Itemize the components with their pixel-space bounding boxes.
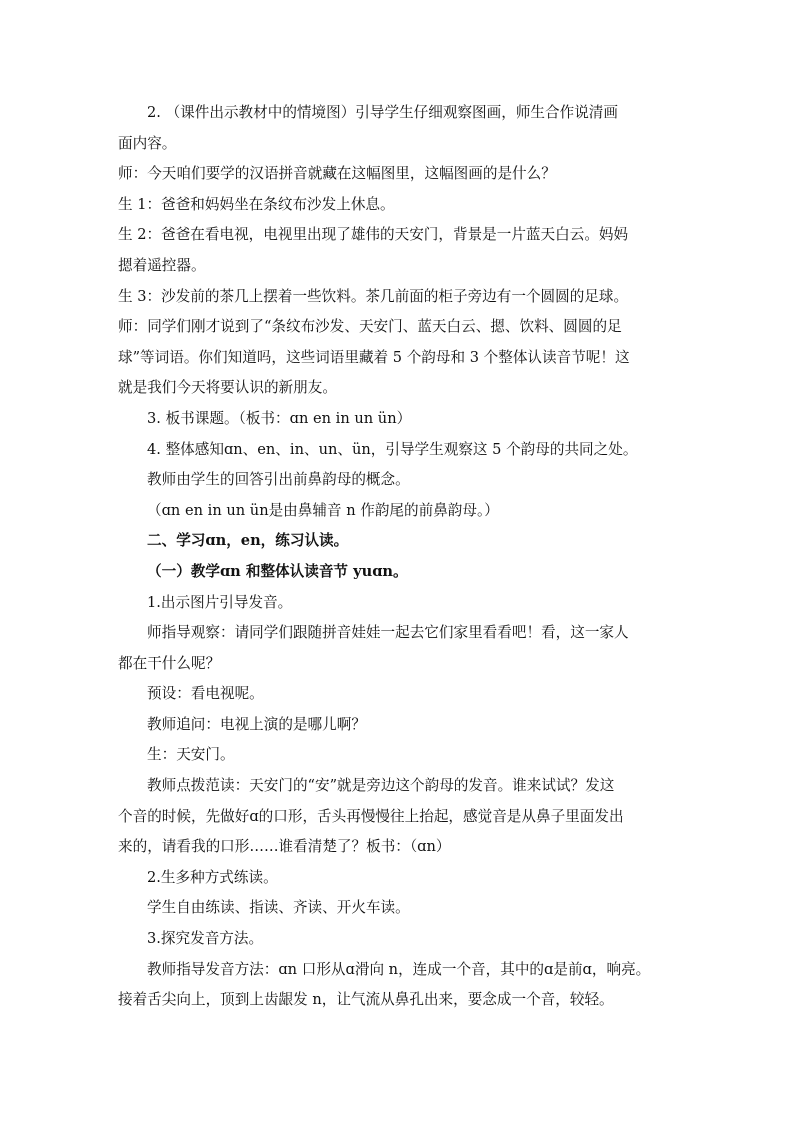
paragraph-line: 1.出示图片引导发音。 <box>147 593 293 611</box>
paragraph-line: 都在干什么呢？ <box>118 654 221 672</box>
paragraph-line: 接着舌尖向上，顶到上齿龈发 n，让气流从鼻孔出来，要念成一个音，较轻。 <box>118 991 614 1009</box>
paragraph-line: 摁着遥控器。 <box>118 256 206 274</box>
paragraph-line: 生 2：爸爸在看电视，电视里出现了雄伟的天安门，背景是一片蓝天白云。妈妈 <box>118 226 629 244</box>
paragraph-line: 3. 板书课题。（板书：ɑn en in un ün） <box>147 409 412 427</box>
paragraph-line: 生 3：沙发前的茶几上摆着一些饮料。茶几前面的柜子旁边有一个圆圆的足球。 <box>118 287 629 305</box>
paragraph-line: 4. 整体感知ɑn、en、in、un、ün，引导学生观察这 5 个韵母的共同之处。 <box>147 440 638 458</box>
paragraph-line: 师指导观察：请同学们跟随拼音娃娃一起去它们家里看看吧！看，这一家人 <box>147 624 629 642</box>
paragraph-line: 个音的时候，先做好ɑ的口形，舌头再慢慢往上抬起，感觉音是从鼻子里面发出 <box>118 807 624 825</box>
paragraph-line: 3.探究发音方法。 <box>147 930 264 948</box>
document-body <box>118 98 690 1016</box>
paragraph-line: 教师由学生的回答引出前鼻韵母的概念。 <box>147 471 410 489</box>
paragraph-line: 教师指导发音方法：ɑn 口形从ɑ滑向 n，连成一个音，其中的ɑ是前ɑ，响亮。 <box>147 960 651 978</box>
paragraph-line: 预设：看电视呢。 <box>147 685 264 703</box>
paragraph-line: 学生自由练读、指读、齐读、开火车读。 <box>147 899 410 917</box>
paragraph-line: 教师点拨范读：天安门的“安”就是旁边这个韵母的发音。谁来试试？发这 <box>147 777 615 795</box>
section-heading: 二、学习ɑn，en，练习认读。 <box>147 532 349 550</box>
paragraph-line: 2.生多种方式练读。 <box>147 868 278 886</box>
paragraph-line: 来的，请看我的口形……谁看清楚了？板书：（ɑn） <box>118 838 451 856</box>
paragraph-line: 教师追问：电视上演的是哪儿啊？ <box>147 715 366 733</box>
paragraph-line: 师：今天咱们要学的汉语拼音就藏在这幅图里，这幅图画的是什么？ <box>118 165 556 183</box>
paragraph-line: 生：天安门。 <box>147 746 235 764</box>
subsection-heading: （一）教学ɑn 和整体认读音节 yuɑn。 <box>147 562 408 580</box>
paragraph-line: 2. （课件出示教材中的情境图）引导学生仔细观察图画，师生合作说清画 <box>147 104 618 121</box>
paragraph-line: 球”等词语。你们知道吗，这些词语里藏着 5 个韵母和 3 个整体认读音节呢！这 <box>118 348 630 366</box>
paragraph-line: 面内容。 <box>118 134 177 152</box>
paragraph-line: 师：同学们刚才说到了“条纹布沙发、天安门、蓝天白云、摁、饮料、圆圆的足 <box>118 318 622 336</box>
paragraph-line: （ɑn en in un ün是由鼻辅音 n 作韵尾的前鼻韵母。） <box>147 501 499 519</box>
paragraph-line: 就是我们今天将要认识的新朋友。 <box>118 379 337 397</box>
paragraph-line: 生 1：爸爸和妈妈坐在条纹布沙发上休息。 <box>118 195 395 213</box>
